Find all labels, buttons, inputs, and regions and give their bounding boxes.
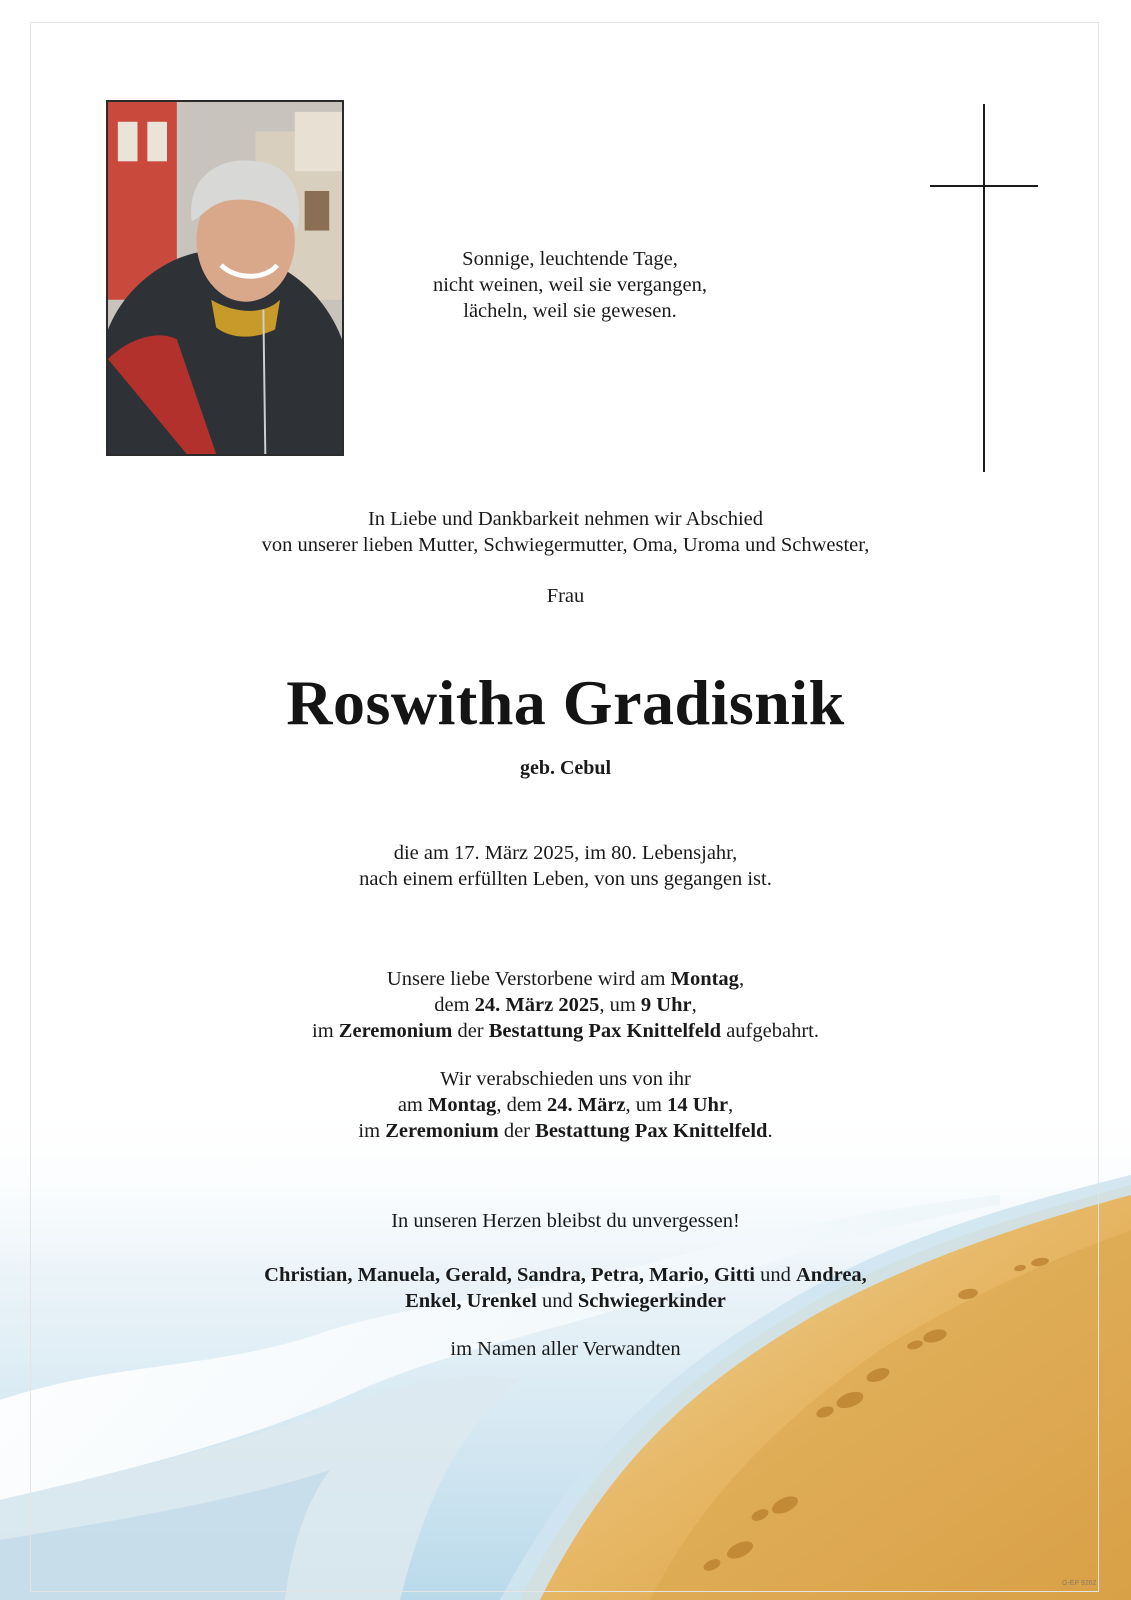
salutation: Frau: [546, 585, 585, 607]
farewell-line: am Montag, dem 24. März, um 14 Uhr,: [397, 1094, 734, 1116]
farewell-info: [0, 1066, 1131, 1144]
poem-line: nicht weinen, weil sie vergangen,: [432, 274, 707, 296]
death-line: die am 17. März 2025, im 80. Lebensjahr,: [393, 842, 738, 864]
intro-text: [0, 506, 1131, 558]
farewell-line: im Zeremonium der Bestattung Pax Knittelfeld.: [358, 1120, 773, 1142]
family-names: [0, 1262, 1131, 1314]
poem-line: Sonnige, leuchtende Tage,: [462, 248, 678, 270]
deceased-name: Roswitha Gradisnik: [286, 667, 845, 738]
farewell-line: Wir verabschieden uns von ihr: [440, 1068, 691, 1090]
death-line: nach einem erfüllten Leben, von uns gegangen ist.: [359, 868, 772, 890]
family-line: Christian, Manuela, Gerald, Sandra, Petra, Mario, Gitti und Andrea,: [264, 1264, 867, 1286]
intro-line: von unserer lieben Mutter, Schwiegermutter, Oma, Uroma und Schwester,: [261, 534, 870, 556]
death-notice: [0, 840, 1131, 892]
poem: [400, 246, 740, 324]
print-code: G-EP 9262: [1062, 1580, 1097, 1587]
maiden-name: geb. Cebul: [519, 757, 612, 779]
relatives-line: im Namen aller Verwandten: [450, 1338, 681, 1360]
remembrance-line: In unseren Herzen bleibst du unvergessen!: [391, 1210, 740, 1232]
portrait-photo: [106, 100, 344, 456]
intro-line: In Liebe und Dankbarkeit nehmen wir Abschied: [367, 508, 764, 530]
family-line: Enkel, Urenkel und Schwiegerkinder: [405, 1290, 726, 1312]
viewing-info: [0, 966, 1131, 1044]
viewing-line: Unsere liebe Verstorbene wird am Montag,: [386, 968, 745, 990]
poem-line: lächeln, weil sie gewesen.: [463, 300, 677, 322]
viewing-line: im Zeremonium der Bestattung Pax Knittelfeld aufgebahrt.: [312, 1020, 819, 1042]
viewing-line: dem 24. März 2025, um 9 Uhr,: [434, 994, 697, 1016]
